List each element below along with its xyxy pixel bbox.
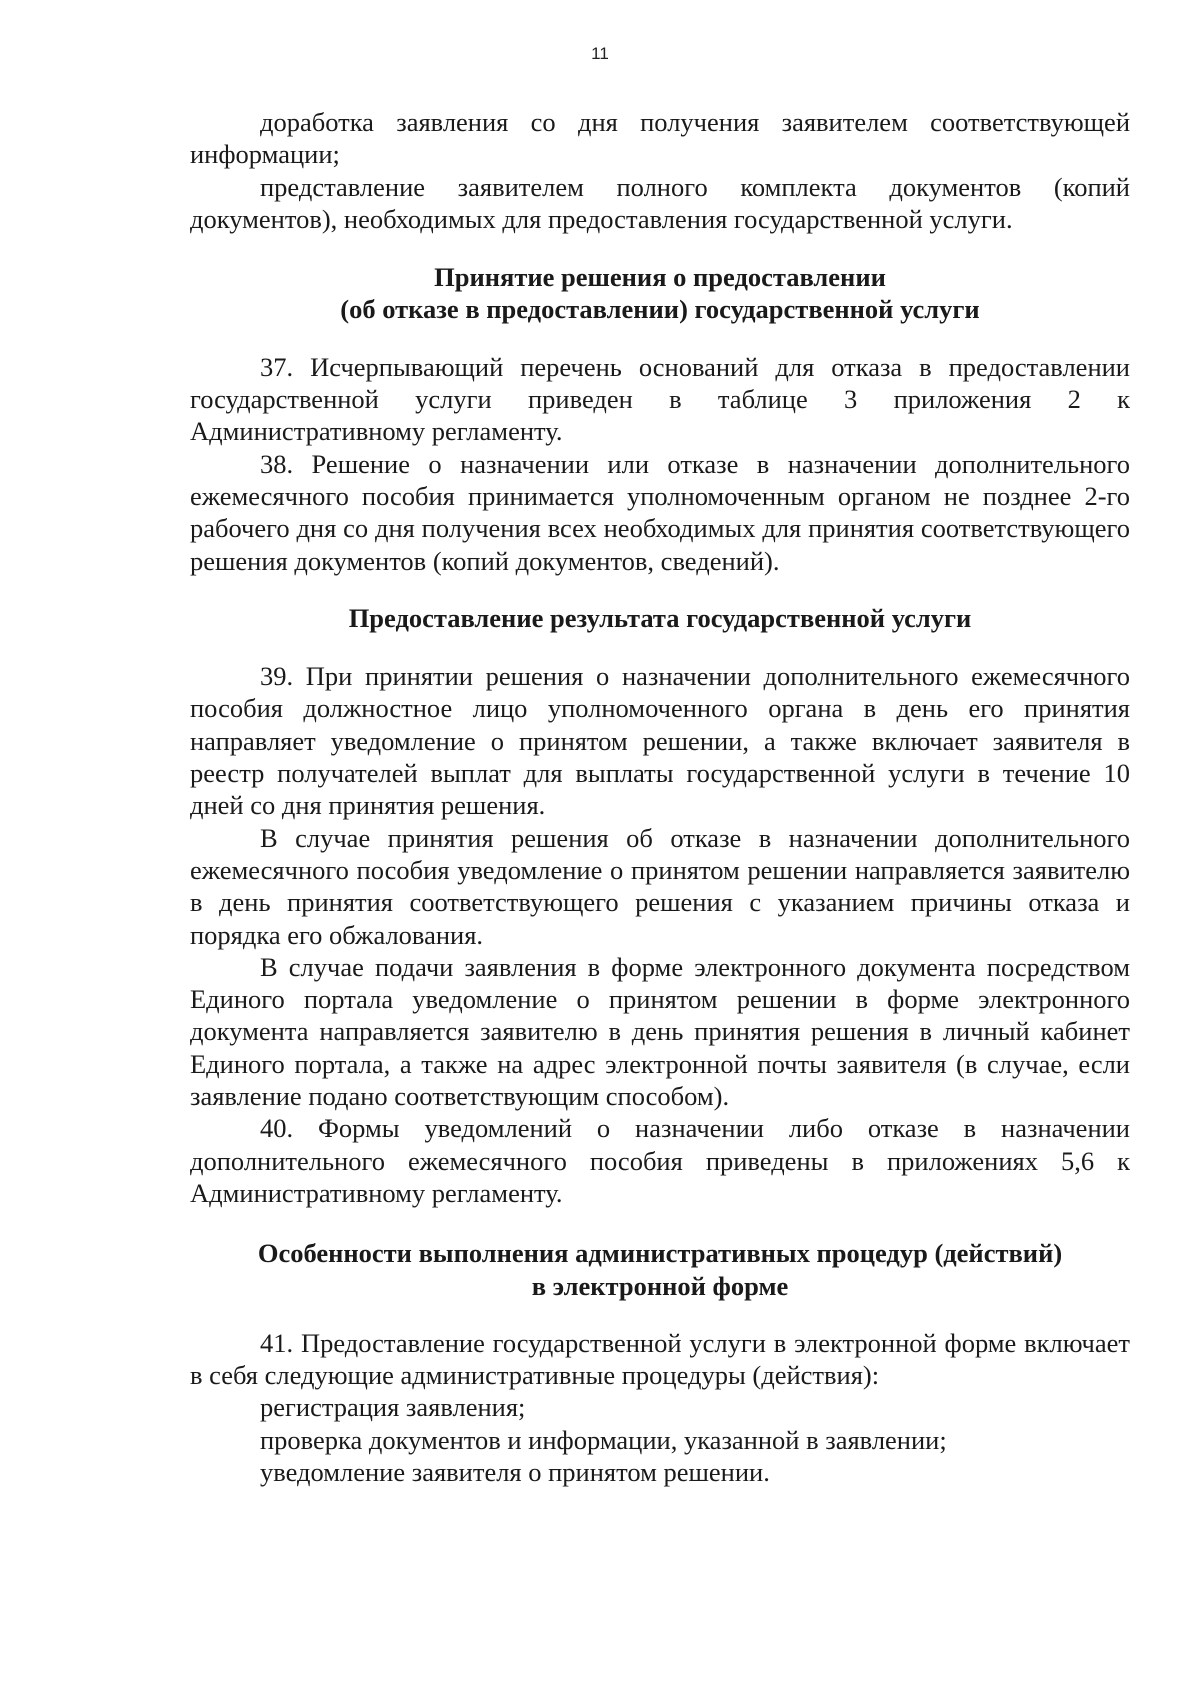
section-heading-electronic-line-1: Особенности выполнения административных процедур (действий) [257, 1238, 1063, 1269]
list-item-verification: проверка документов и информации, указанной в заявлении; [260, 1424, 947, 1455]
document-body [190, 106, 1130, 1488]
paragraph-40: 40. Формы уведомлений о назначении либо отказе в назначении дополнительного ежемесячного пособия приведены в приложениях 5,6 к Административному регламенту. [190, 1113, 1130, 1208]
section-heading-decision-line-2: (об отказе в предоставлении) государственной услуги [340, 294, 980, 325]
page-number: 11 [591, 44, 609, 63]
section-heading-electronic-line-2: в электронной форме [531, 1270, 789, 1301]
section-heading-result [190, 602, 1130, 634]
paragraph-38: 38. Решение о назначении или отказе в назначении дополнительного ежемесячного пособия принимается уполномоченным органом не позднее 2-го рабочего дня со дня получения всех необходимых для принятия соответствующего решения документов (копий документов, сведений). [190, 448, 1130, 576]
paragraph-intro-1: доработка заявления со дня получения заявителем соответствующей информации; [190, 107, 1130, 170]
section-heading-decision-line-1: Принятие решения о предоставлении [434, 262, 886, 293]
paragraph-refusal: В случае принятия решения об отказе в назначении дополнительного ежемесячного пособия уведомление о принятом решении направляется заявителю в день принятия соответствующего решения с указанием причины отказа и порядка его обжалования. [190, 822, 1130, 950]
list-item-registration: регистрация заявления; [260, 1392, 526, 1423]
section-heading-electronic [190, 1237, 1130, 1302]
section-heading-decision [190, 261, 1130, 326]
section-heading-result-line: Предоставление результата государственной услуги [348, 602, 972, 633]
paragraph-41: 41. Предоставление государственной услуги в электронной форме включает в себя следующие административные процедуры (действия): [190, 1327, 1130, 1391]
paragraph-39: 39. При принятии решения о назначении дополнительного ежемесячного пособия должностное лицо уполномоченного органа в день его принятия направляет уведомление о принятом решении, а также включает заявителя в реестр получателей выплат для выплаты государственной услуги в течение 10 дней со дня принятия решения. [190, 661, 1130, 821]
list-item-notification: уведомление заявителя о принятом решении. [260, 1456, 770, 1487]
paragraph-intro-2: представление заявителем полного комплекта документов (копий документов), необходимых для предоставления государственной услуги. [190, 171, 1130, 234]
paragraph-electronic-notice: В случае подачи заявления в форме электронного документа посредством Единого портала уведомление о принятом решении в форме электронного документа направляется заявителю в день принятия решения в личный кабинет Единого портала, а также на адрес электронной почты заявителя (в случае, если заявление подано соответствующим способом). [190, 951, 1130, 1112]
paragraph-37: 37. Исчерпывающий перечень оснований для отказа в предоставлении государственной услуги приведен в таблице 3 приложения 2 к Административному регламенту. [190, 351, 1130, 447]
